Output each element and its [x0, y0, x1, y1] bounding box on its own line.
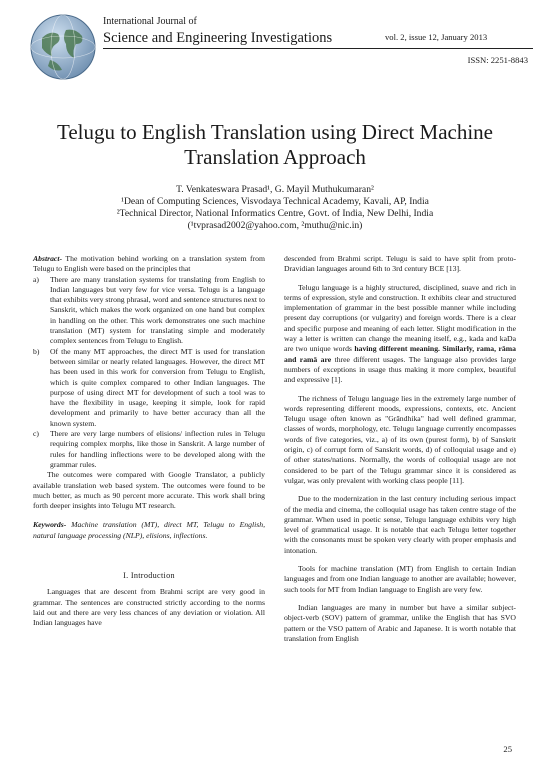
- right-paragraph-1: descended from Brahmi script. Telugu is said to have split from proto-Dravidian languages around 6th to 3rd century BCE [13].: [284, 254, 516, 274]
- item-a-text: There are many translation systems for translating from English to Indian languages but very few for vice versa. Telugu is a language that exhibits very strong phrasal, word and sentence structures next to Sanskrit, which makes the work organized on one hand but complex in handling on the other. This work demonstrates one such machine translation (MT) system for translating simple and moderately complex sentences from Telugu to English.: [50, 274, 265, 346]
- item-c-text: There are very large numbers of elisions/ inflection rules in Telugu requiring complex morphs, like those in Sanskrit. A large number of rules for handling inflections were to be developed along with the grammar rules.: [50, 429, 265, 469]
- item-c-label: c): [33, 429, 39, 439]
- abstract: [33, 254, 265, 275]
- right-column: [284, 254, 516, 644]
- keywords-text: Machine translation (MT), direct MT, Telugu to English, natural language processing (NLP), elisions, inflections.: [33, 520, 265, 540]
- abstract-label: Abstract-: [33, 254, 63, 263]
- volume-issue: vol. 2, issue 12, January 2013: [385, 32, 488, 42]
- author-block: [20, 184, 530, 232]
- intro-paragraph: Languages that are descent from Brahmi script are very good in grammar. The sentences are constructed strictly according to the norms laid out and there are very less chances of any deviation or violation. All Indian languages have: [33, 587, 265, 628]
- right-paragraph-4: Due to the modernization in the last century including serious impact of the media and cinema, the colloquial usage has taken centre stage of the grammar. When used in poetic sense, Telugu language exhibits very high level of grammatical usage. It is notable that each Telugu letter together with the consonants must be spoken very clearly with proper emphasis and intonation.: [284, 494, 516, 555]
- globe-logo: [28, 12, 98, 82]
- abstract-text: The motivation behind working on a translation system from Telugu to English were based on the principles that: [33, 254, 265, 274]
- abstract-item-a: [33, 275, 265, 347]
- page-number: 25: [503, 744, 512, 754]
- keywords: [33, 520, 265, 541]
- header-rule: [103, 48, 533, 49]
- paper-title: Telugu to English Translation using Direct Machine Translation Approach: [57, 120, 493, 169]
- right-paragraph-3: The richness of Telugu language lies in the extremely large number of words representing different moods, expressions, contexts, etc. Ancient Telugu usage often known as "Grāndhika" had well defined grammar, classes of words, morphology, etc. Telugu language currently encompasses words of five categories, viz., a) of its own (purest form), b) of Sanskrit origin, c) of corrupt form of Sanskrit words, d) of colloquial usage and e) of other states/nations. Normally, the words of colloquial usage are not considered to be part of the Telugu grammar since it is considered as vulgar, was only prevalent with working class people [11].: [284, 393, 516, 485]
- affiliation-2: ²Technical Director, National Informatics Centre, Govt. of India, New Delhi, India: [116, 208, 434, 219]
- right-paragraph-2: [284, 283, 516, 386]
- journal-name-line2: Science and Engineering Investigations: [103, 30, 333, 46]
- item-a-label: a): [33, 274, 39, 284]
- right-paragraph-5: Tools for machine translation (MT) from English to certain Indian languages and from one Indian language to another are available; however, such tools for MT from Indian language to English are very few.: [284, 564, 516, 594]
- abstract-item-c: [33, 429, 265, 470]
- author-emails: (¹tvprasad2002@yahoo.com, ²muthu@nic.in): [187, 220, 363, 231]
- author-names: T. Venkateswara Prasad¹, G. Mayil Muthukumaran²: [176, 184, 374, 195]
- item-b-text: Of the many MT approaches, the direct MT is used for translation between similar or nearly related languages. However, the direct MT has been used in this work for conversion from Telugu to English, which is quite complex compared to other Indian languages. The purpose of using direct MT for development of such a tool was to have the flexibility in usage, keeping it simple, look for rapid development and primarily to have better accuracy than all the known system.: [50, 346, 265, 428]
- item-b-label: b): [33, 346, 40, 356]
- journal-name-line1: International Journal of: [103, 16, 197, 27]
- left-column: [33, 254, 265, 629]
- keywords-label: Keywords-: [33, 520, 67, 530]
- p2-end-text: three different usages. The language also provides large numbers of exceptions in usage thus making it more complex, beautiful and expressive [1].: [284, 354, 517, 385]
- section-heading-introduction: I. Introduction: [123, 571, 175, 581]
- right-paragraph-6: Indian languages are many in number but have a similar subject-object-verb (SOV) pattern of grammar, unlike the English that has SVO pattern or the VSO pattern of Arabic and Japanese. It is worth notable that translation from English: [284, 602, 516, 643]
- issn: ISSN: 2251-8843: [467, 55, 528, 65]
- p2-text: Telugu language is a highly structured, disciplined, suave and rich in terms of expression, style and construction. It exhibits clear and structured implementation of grammar in the best possible manner while including present day corruptions (or vulgarity) and foreign words. There is a clear and specific purpose and meaning of each letter. Slight modification in the way a letter is written can change the meaning itself, e.g., kada and kaDa are two unique words: [284, 282, 516, 354]
- p2-bold-text: having different meaning. Similarly, rama, rāma and ramā are: [284, 344, 516, 364]
- affiliation-1: ¹Dean of Computing Sciences, Visvodaya Technical Academy, Kavali, AP, India: [121, 196, 429, 207]
- abstract-item-b: [33, 347, 265, 429]
- abstract-outcome: The outcomes were compared with Google Translator, a publicly available translation web based system. The outcomes were found to be much better, as much as 90 percent more accurate. This work shall bring forth deeper insights into Telugu MT research.: [33, 470, 265, 511]
